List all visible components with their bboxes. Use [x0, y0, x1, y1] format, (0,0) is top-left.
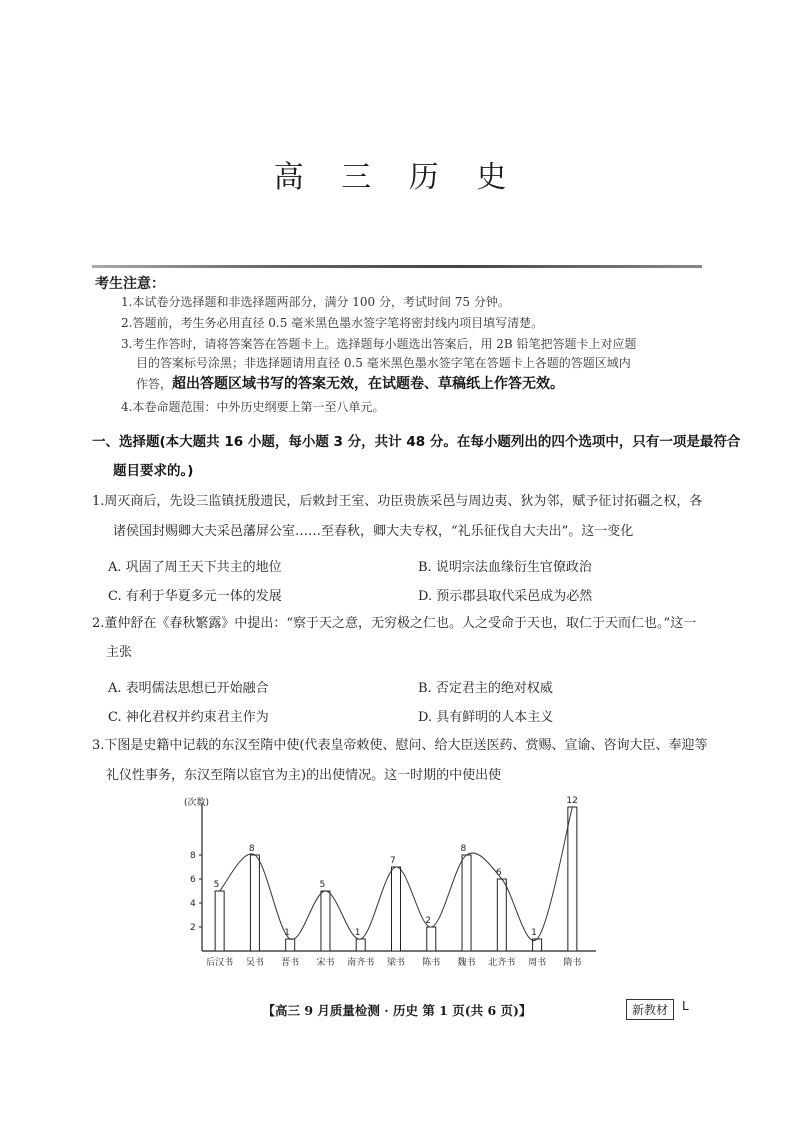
- bar-value-label: 5: [319, 880, 326, 890]
- notice-item-3-cont: 目的答案标号涂黑；非选择题请用直径 0.5 毫米黑色墨水签字笔在答题卡上各题的答题区域内: [136, 356, 631, 370]
- q3-bar-chart: [180, 793, 600, 975]
- q1-option-c[interactable]: C. 有利于华夏多元一体的发展: [108, 589, 282, 604]
- section-heading: 一、选择题(本大题共 16 小题，每小题 3 分，共计 48 分。在每小题列出的四个选项中，只有一项是最符合: [92, 434, 741, 450]
- q3-stem: 3.下图是史籍中记载的东汉至隋中使(代表皇帝敕使、慰问、给大臣送医药、赏赐、宣谕、咨询大臣、奉迎等: [92, 738, 708, 753]
- bar: [462, 855, 471, 951]
- bar-value-label: 12: [566, 796, 578, 806]
- q1-stem-cont: 诸侯国封赐卿大夫采邑藩屏公室……至春秋，卿大夫专权，“礼乐征伐自大夫出”。这一变化: [113, 524, 634, 539]
- bar-value-label: 1: [284, 928, 290, 938]
- category-label: 梁书: [386, 958, 406, 968]
- notice-item-3-bold: 超出答题区域书写的答案无效，在试题卷、草稿纸上作答无效。: [172, 376, 565, 392]
- notice-item-2: 2.答题前，考生务必用直径 0.5 毫米黑色墨水签字笔将密封线内项目填写清楚。: [121, 316, 544, 330]
- section-heading-cont: 题目要求的。): [113, 463, 194, 479]
- y-axis-label: (次数): [184, 798, 210, 808]
- bar-value-label: 1: [531, 928, 537, 938]
- category-label: 后汉书: [206, 958, 234, 968]
- category-label: 宋书: [316, 958, 335, 968]
- bar: [286, 939, 295, 951]
- bar-value-label: 6: [495, 868, 502, 878]
- bar: [568, 807, 577, 951]
- notice-item-4: 4.本卷命题范围：中外历史纲要上第一至八单元。: [121, 400, 385, 414]
- q1-option-d[interactable]: D. 预示郡县取代采邑成为必然: [418, 589, 593, 604]
- category-label: 隋书: [563, 958, 582, 968]
- category-label: 周书: [528, 958, 547, 968]
- q1-stem: 1.周灭商后，先设三监镇抚殷遗民，后敕封王室、功臣贵族采邑与周边夷、狄为邻，赋予征讨拓疆之权，各: [92, 494, 703, 509]
- bar: [497, 879, 506, 951]
- notice-item-3-prefix: 作答，: [136, 377, 173, 391]
- y-tick-label: 2: [190, 923, 196, 933]
- q1-option-b[interactable]: B. 说明宗法血缘衍生官僚政治: [418, 560, 592, 575]
- bar: [215, 891, 224, 951]
- category-label: 魏书: [457, 958, 476, 968]
- bar: [250, 855, 259, 951]
- y-tick-label: 4: [190, 899, 196, 909]
- page-footer: 【高三 9 月质量检测 · 历史 第 1 页(共 6 页)】: [262, 1003, 532, 1018]
- category-label: 晋书: [281, 958, 300, 968]
- q2-option-c[interactable]: C. 神化君权并约束君主作为: [108, 710, 269, 725]
- q3-stem-cont: 礼仪性事务，东汉至隋以宦官为主)的出使情况。这一时期的中使出使: [106, 768, 502, 783]
- notice-item-3: 3.考生作答时，请将答案答在答题卡上。选择题每小题选出答案后，用 2B 铅笔把答题卡上对应题: [121, 337, 637, 351]
- category-label: 南齐书: [347, 958, 375, 968]
- bar-value-label: 1: [354, 928, 361, 938]
- category-label: 北齐书: [488, 958, 516, 968]
- notice-item-3-tail: [136, 373, 564, 394]
- notice-item-1: 1.本试卷分选择题和非选择题两部分，满分 100 分，考试时间 75 分钟。: [121, 295, 510, 309]
- header-divider: [92, 265, 702, 268]
- edition-badge: 新教材: [626, 999, 674, 1020]
- bar: [356, 939, 365, 951]
- notice-heading: 考生注意：: [95, 276, 165, 292]
- q2-option-b[interactable]: B. 否定君主的绝对权威: [418, 681, 553, 696]
- edition-code: L: [682, 999, 689, 1013]
- y-tick-label: 6: [190, 875, 196, 885]
- bar-value-label: 5: [213, 880, 220, 890]
- bar-value-label: 7: [390, 856, 396, 866]
- bar-value-label: 8: [248, 844, 255, 854]
- bar-value-label: 8: [460, 844, 467, 854]
- q1-option-a[interactable]: A. 巩固了周王天下共主的地位: [108, 560, 282, 575]
- q2-option-a[interactable]: A. 表明儒法思想已开始融合: [108, 681, 269, 696]
- q2-stem: 2.董仲舒在《春秋繁露》中提出：“察于天之意，无穷极之仁也。人之受命于天也，取仁于天而仁也。”这一: [92, 616, 697, 631]
- y-tick-label: 8: [190, 851, 196, 861]
- bar: [427, 927, 436, 951]
- bar-value-label: 2: [425, 916, 432, 926]
- q2-option-d[interactable]: D. 具有鲜明的人本主义: [418, 710, 554, 725]
- bar: [321, 891, 330, 951]
- page-title: 高 三 历 史: [273, 160, 521, 195]
- bar: [392, 867, 401, 951]
- category-label: 吴书: [245, 958, 264, 968]
- q2-stem-cont: 主张: [106, 645, 133, 660]
- category-label: 陈书: [422, 958, 441, 968]
